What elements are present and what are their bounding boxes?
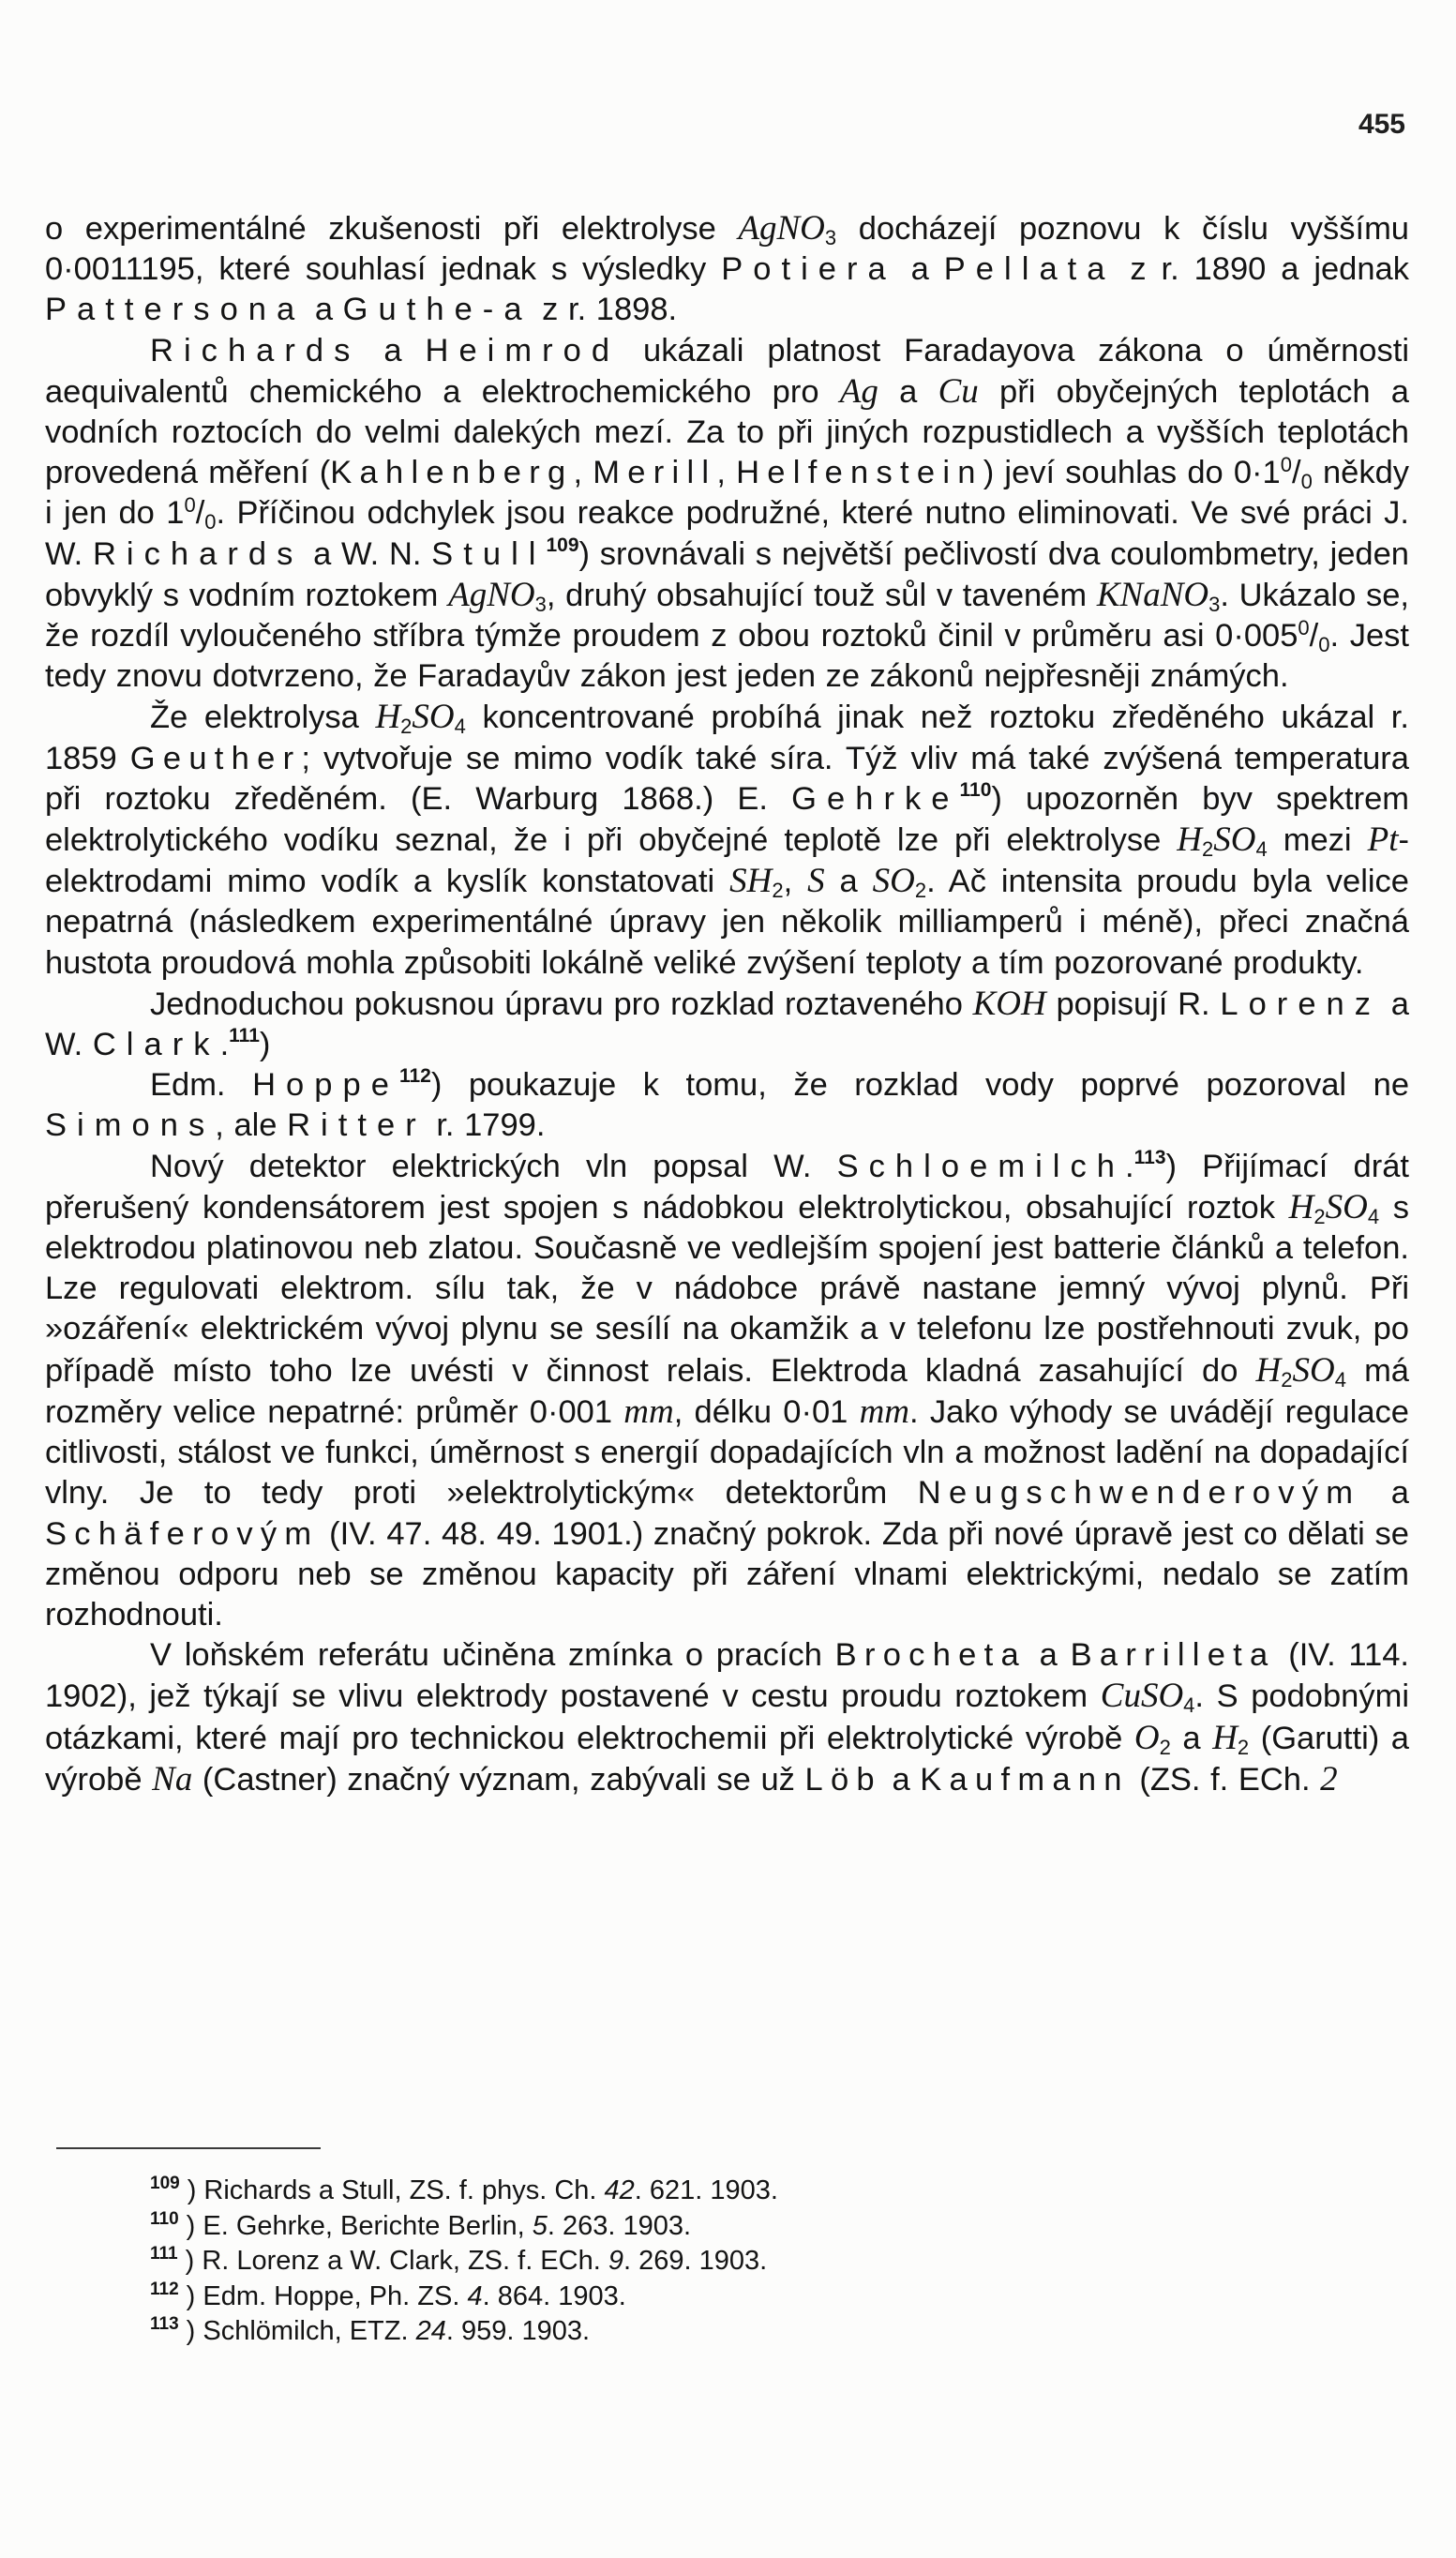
footnote-ref-113: 113 xyxy=(1133,1146,1166,1168)
footnote: $^{112}$ ) Edm. Hoppe, Ph. ZS. 4. 864. 1903. xyxy=(150,2279,626,2311)
footnote: $^{110}$ ) E. Gehrke, Berichte Berlin, 5. 263. 1903. xyxy=(150,2208,692,2241)
footnote-divider xyxy=(56,2147,321,2149)
page-number: 455 xyxy=(1358,109,1405,140)
footnote: $^{109}$ ) Richards a Stull, ZS. f. phys. Ch. 42. 621. 1903. xyxy=(150,2174,778,2205)
paragraph-7: V loňském referátu učiněna zmínka o pracích Brocheta a Barrilleta (IV. 114. 1902), jež týkají se vlivu elektrody postavené v cestu proudu roztokem CuSO$_4$. S podobnými otázkami, které mají pro technickou elektrochemii při elektrolytické výrobě $O_2$ a $H_2$ (Garutti) a výrobě Na (Castner) značný význam, zabývali se už Löb a Kaufmann (ZS. f. ECh. 2 xyxy=(45,1637,1410,1798)
paragraph-1: o experimentálné zkušenosti při elektrolyse AgNO$_3$ docházejí poznovu k číslu vyššímu 0·0011195, které souhlasí jednak s výsledky Potiera a Pellata z r. 1890 a jednak Pattersona a Guthe-a z r. 1898. xyxy=(45,209,1409,328)
footnote-ref-111: 111 xyxy=(229,1025,260,1047)
body-text xyxy=(45,208,1409,1800)
footnote: $^{113}$ ) Schlömilch, ETZ. 24. 959. 1903. xyxy=(150,2314,591,2346)
paragraph-4: Jednoduchou pokusnou úpravu pro rozklad roztaveného KOH popisují R. Lorenz a W. Clark.$^{111}$) xyxy=(45,984,1409,1063)
footnote-ref-109: 109 xyxy=(546,534,579,556)
paragraph-6: Nový detektor elektrických vln popsal W. Schloemilch.$^{113}$) Přijímací drát přerušený kondensátorem jest spojen s nádobkou elektrolytickou, obsahující roztok $H_2SO_4$ s elektrodou platinovou neb zlatou. Současně ve vedlejším spojení jest batterie článků a telefon. Lze regulovati elektrom. sílu tak, že v nádobce právě nastane jemný vývoj plynů. Při »ozáření« elektrickém vývoj plynu se sesílí na okamžik a v telefonu lze postřehnouti zvuk, po případě místo toho lze uvésti v činnost relais. Elektroda kladná zasahující do $H_2SO_4$ má rozměry velice nepatrné: průměr 0·001 mm, délku 0·01 mm. Jako výhody se uvádějí regulace citlivosti, stálost ve funkci, úměrnost s energií dopadajících vln a možnost ladění na dopadající vlny. Je to tedy proti »elektrolytickým« detektorům Neugschwenderovým a Schäferovým (IV. 47. 48. 49. 1901.) značný pokrok. Zda při nové úpravě jest co dělati se změnou odporu neb se změnou kapacity při záření vlnami elektrickými, nedalo se zatím rozhodnouti. xyxy=(45,1146,1409,1633)
paragraph-2: Richards a Heimrod ukázali platnost Faradayova zákona o úměrnosti aequivalentů chemického a elektrochemického pro Ag a Cu při obyčejných teplotách a vodních roztocích do velmi dalekých mezí. Za to při jiných rozpustidlech a vyšších teplotách provedená měření (Kahlenberg, Merill, Helfenstein) jeví souhlas do $0\cdot 1^0/_0$ někdy i jen do $1^0/_0$. Příčinou odchylek jsou reakce podružné, které nutno eliminovati. Ve své práci J. W. Richards a W. N. Stull$^{109}$) srovnávali s největší pečlivostí dva coulombmetry, jeden obvyklý s vodním roztokem AgNO$_3$, druhý obsahující touž sůl v taveném KNaNO$_3$. Ukázalo se, že rozdíl vyloučeného stříbra týmže proudem z obou roztoků činil v průměru asi $0\cdot 005^0/_0$. Jest tedy znovu dotvrzeno, že Faradayův zákon jest jeden ze zákonů nejpřesněji známých. xyxy=(45,332,1410,695)
footnote-ref-112: 112 xyxy=(398,1065,431,1088)
footnotes xyxy=(150,2174,1275,2350)
footnote-ref-110: 110 xyxy=(959,778,992,801)
paragraph-5: Edm. Hoppe$^{112}$) poukazuje k tomu, že rozklad vody poprvé pozoroval ne Simons, ale Ritter r. 1799. xyxy=(45,1065,1410,1144)
footnote: $^{111}$ ) R. Lorenz a W. Clark, ZS. f. ECh. 9. 269. 1903. xyxy=(150,2244,768,2276)
paragraph-3: Že elektrolysa $H_2SO_4$ koncentrované probíhá jinak než roztoku zředěného ukázal r. 1859 Geuther; vytvořuje se mimo vodík také síra. Týž vliv má také zvýšená temperatura při roztoku zředěném. (E. Warburg 1868.) E. Gehrke$^{110}$) upozorněn byv spektrem elektrolytického vodíku seznal, že i při obyčejné teplotě lze při elektrolyse $H_2SO_4$ mezi Pt-elektrodami mimo vodík a kyslík konstatovati $SH_2$, S a $SO_2$. Ač intensita proudu byla velice nepatrná (následkem experimentálné úpravy jen několik milliamperů i méně), přeci značná hustota proudová mohla způsobiti lokálně veliké zvýšení teploty a tím pozorované produkty. xyxy=(45,698,1409,981)
